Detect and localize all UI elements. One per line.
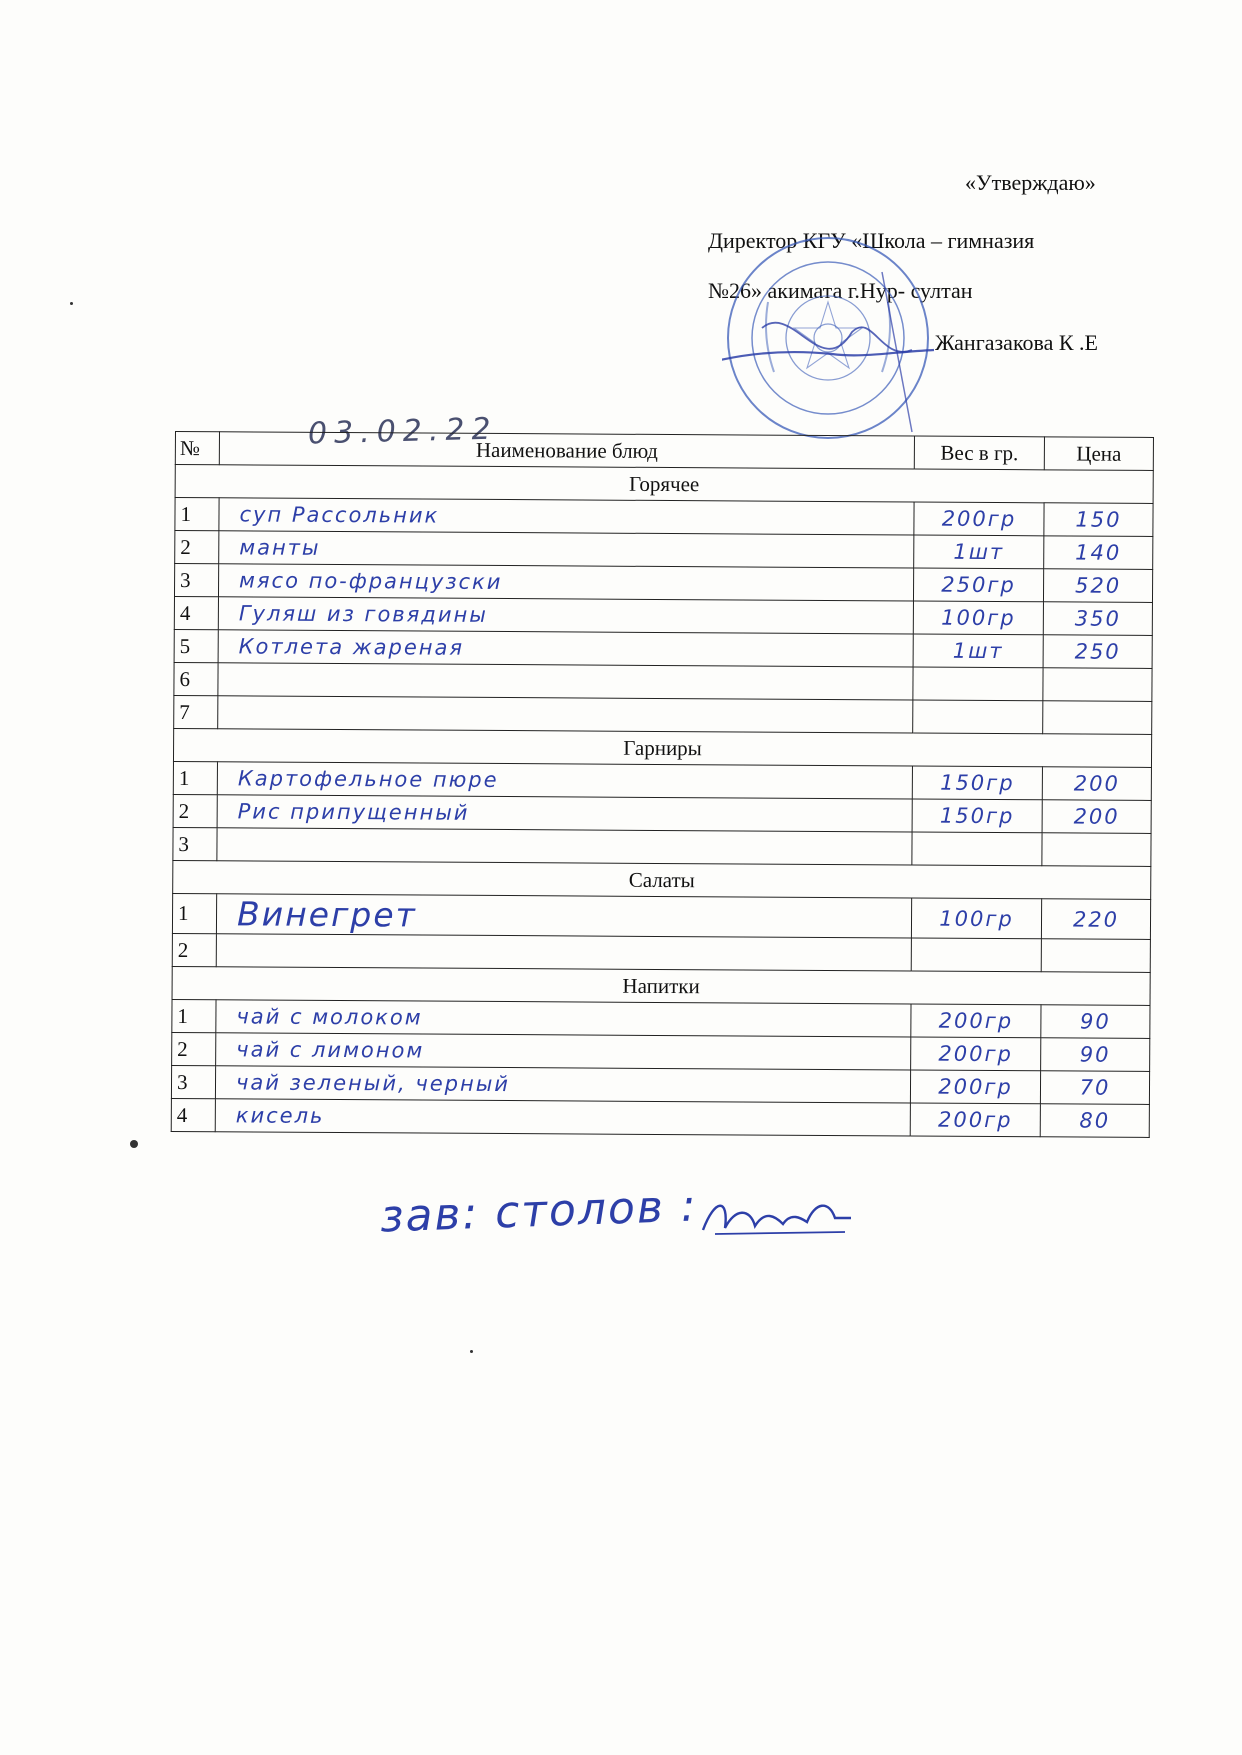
dish-price: 250 xyxy=(1043,635,1152,669)
dish-name xyxy=(216,934,911,971)
row-number: 1 xyxy=(172,999,216,1032)
dish-weight: 200гр xyxy=(914,502,1044,536)
dish-weight xyxy=(912,832,1042,866)
dish-price: 220 xyxy=(1041,899,1150,940)
dish-name: Котлета жареная xyxy=(218,630,913,667)
approval-title: «Утверждаю» xyxy=(965,170,1096,195)
signature-scrawl xyxy=(695,1188,855,1248)
dish-name: Гуляш из говядины xyxy=(218,597,913,634)
dish-name: мясо по-французски xyxy=(218,564,913,601)
menu-table xyxy=(171,431,1154,1138)
dish-weight xyxy=(913,667,1043,701)
scan-speck xyxy=(130,1140,138,1148)
dish-weight xyxy=(911,938,1041,972)
row-number: 6 xyxy=(174,662,218,695)
row-number: 3 xyxy=(173,827,217,860)
dish-name xyxy=(218,696,913,733)
header-price: Цена xyxy=(1044,437,1153,471)
row-number: 1 xyxy=(172,893,216,933)
section-title-hot: Горячее xyxy=(175,465,1153,504)
row-number: 2 xyxy=(173,794,217,827)
dish-price: 90 xyxy=(1041,1038,1150,1072)
handwritten-footer: зав: столов : xyxy=(379,1180,699,1243)
dish-price xyxy=(1043,668,1152,702)
dish-price: 90 xyxy=(1041,1005,1150,1039)
dish-price: 70 xyxy=(1040,1071,1149,1105)
dish-name xyxy=(217,828,912,865)
dish-weight: 150гр xyxy=(912,766,1042,800)
table-row xyxy=(172,893,1150,939)
dish-price: 80 xyxy=(1040,1104,1149,1138)
section-title-salads: Салаты xyxy=(173,860,1151,899)
row-number: 3 xyxy=(174,564,218,597)
dish-name: Винегрет xyxy=(216,894,911,938)
dish-price xyxy=(1042,833,1151,867)
dish-name: Рис припущенный xyxy=(217,795,912,832)
dish-price: 200 xyxy=(1042,767,1151,801)
header-weight: Вес в гр. xyxy=(914,436,1044,470)
dish-name: Картофельное пюре xyxy=(217,762,912,799)
dish-name xyxy=(218,663,913,700)
section-title-drinks: Напитки xyxy=(172,966,1150,1005)
handwritten-date: 03.02.22 xyxy=(307,411,499,452)
row-number: 4 xyxy=(171,1098,215,1131)
dish-weight: 1шт xyxy=(914,535,1044,569)
dish-name: чай зеленый, черный xyxy=(215,1066,910,1103)
director-line-1: Директор КГУ «Школа – гимназия xyxy=(708,228,1035,253)
dish-weight: 200гр xyxy=(911,1004,1041,1038)
official-stamp xyxy=(722,232,934,444)
scan-speck xyxy=(470,1350,473,1353)
dish-name: суп Рассольник xyxy=(219,498,914,535)
dish-weight: 150гр xyxy=(912,799,1042,833)
dish-price: 200 xyxy=(1042,800,1151,834)
dish-weight xyxy=(913,700,1043,734)
dish-weight: 200гр xyxy=(910,1070,1040,1104)
row-number: 7 xyxy=(174,695,218,728)
dish-price: 350 xyxy=(1043,602,1152,636)
scan-speck xyxy=(70,302,73,305)
row-number: 2 xyxy=(172,1032,216,1065)
dish-price xyxy=(1043,701,1152,735)
row-number: 1 xyxy=(173,761,217,794)
dish-price xyxy=(1041,939,1150,973)
row-number: 3 xyxy=(171,1065,215,1098)
row-number: 5 xyxy=(174,629,218,662)
dish-price: 150 xyxy=(1044,503,1153,537)
dish-name: чай с молоком xyxy=(216,1000,911,1037)
row-number: 2 xyxy=(172,933,216,966)
dish-name: манты xyxy=(219,531,914,568)
row-number: 2 xyxy=(175,531,219,564)
director-line-2: №26» акимата г.Нур- султан xyxy=(708,278,973,303)
dish-weight: 200гр xyxy=(910,1103,1040,1137)
signatory-name: Жангазакова К .Е xyxy=(935,330,1098,355)
row-number: 4 xyxy=(174,596,218,629)
dish-name: чай с лимоном xyxy=(216,1033,911,1070)
section-title-garnish: Гарниры xyxy=(173,728,1151,767)
dish-weight: 1шт xyxy=(913,634,1043,668)
header-number: № xyxy=(175,432,219,465)
dish-weight: 100гр xyxy=(913,601,1043,635)
dish-weight: 100гр xyxy=(911,898,1041,939)
dish-weight: 250гр xyxy=(913,568,1043,602)
table-row xyxy=(171,1098,1149,1137)
dish-price: 520 xyxy=(1043,569,1152,603)
dish-name: кисель xyxy=(215,1099,910,1136)
dish-weight: 200гр xyxy=(911,1037,1041,1071)
row-number: 1 xyxy=(175,498,219,531)
header-dish-name: Наименование блюд xyxy=(219,432,914,469)
dish-price: 140 xyxy=(1044,536,1153,570)
